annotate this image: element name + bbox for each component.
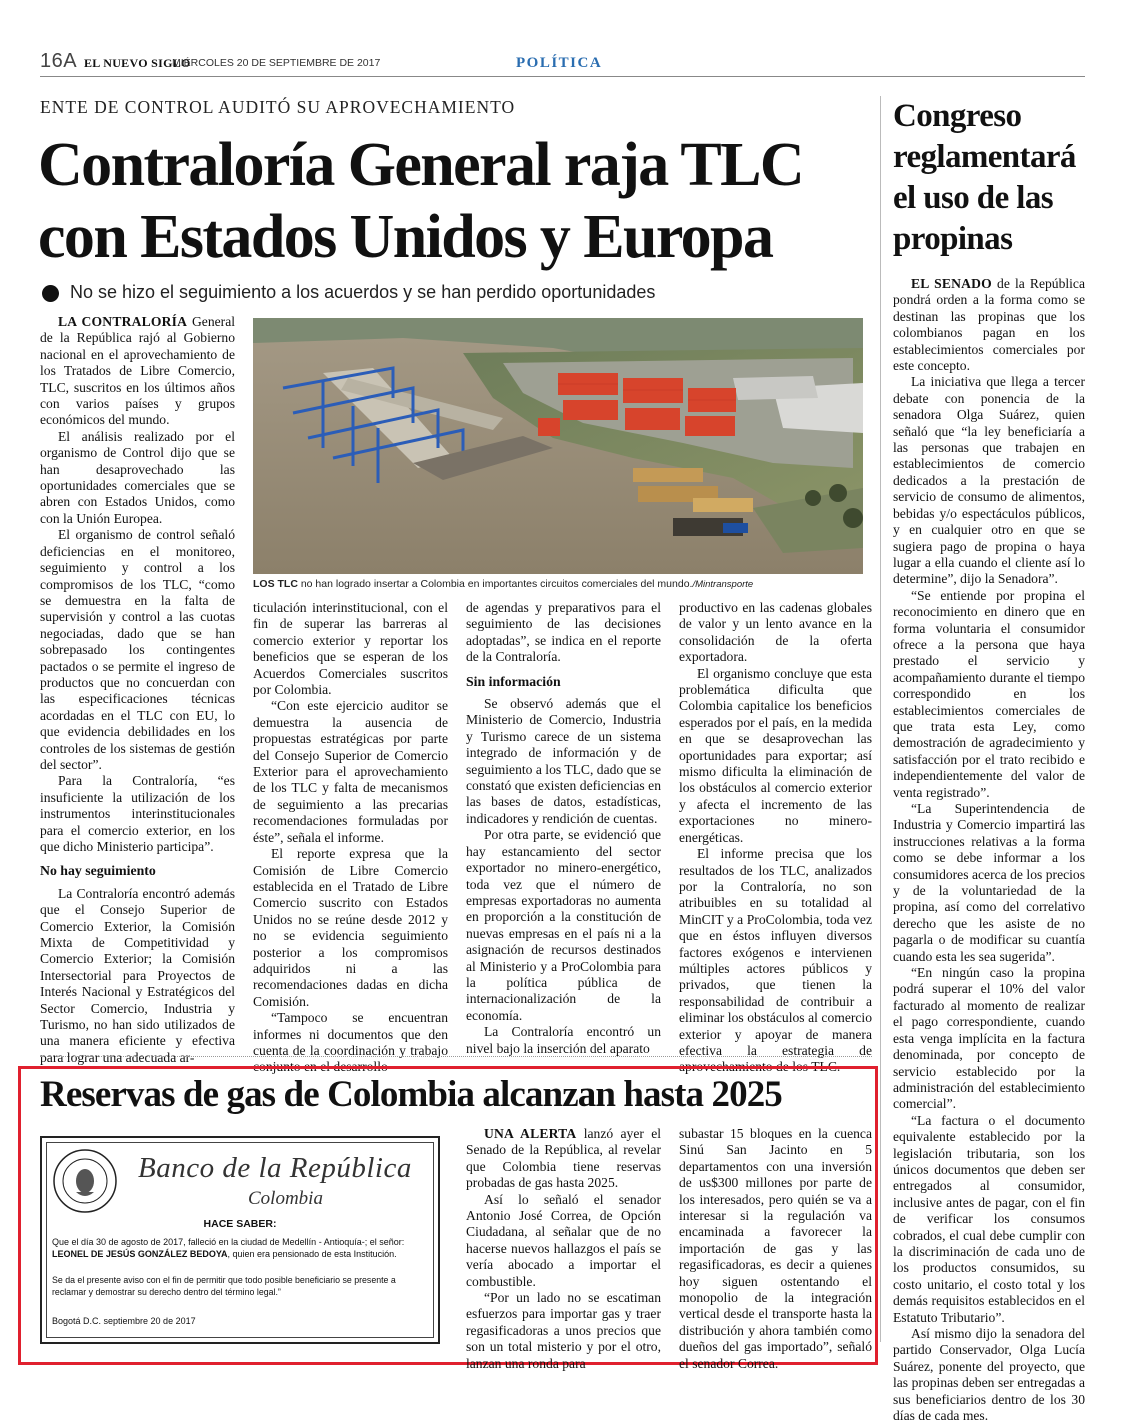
photo-caption-text: no han logrado insertar a Colombia en importantes circuitos comerciales del mundo. <box>297 578 693 590</box>
paragraph: Así mismo dijo la senadora del partido Conservador, Olga Lucía Suárez, ponente del proyecto, que las propinas deben ser entregadas a sus beneficiarios dentro de los 30 días de cada mes. <box>893 1326 1085 1424</box>
paragraph: “Por un lado no se escatiman esfuerzos para importar gas y traer regasificadoras a unos precios que son un total misterio y por el otro, lanzan una ronda para <box>466 1290 661 1371</box>
bank-name: Banco de la República <box>138 1152 412 1184</box>
main-article-col1 <box>40 314 235 1066</box>
port-photo <box>253 318 863 574</box>
photo-caption <box>253 578 863 590</box>
kicker: ENTE DE CONTROL AUDITÓ SU APROVECHAMIENTO <box>40 97 516 117</box>
notice-line: Que el día 30 de agosto de 2017, falleció en la ciudad de Medellín - Antioquía-; el señor: <box>52 1237 405 1247</box>
sidebar-headline-line: Congreso <box>893 98 1022 134</box>
notice-title: HACE SABER: <box>203 1218 277 1230</box>
main-article-col3 <box>466 600 661 1057</box>
deck-bullet-icon <box>42 285 59 302</box>
paragraph: subastar 15 bloques en la cuenca Sinú San Jacinto en 5 departamentos con una inversión de us$300 millones por parte de los interesados, pero quién se va a interesar si la regulación va encaminada a favorecer la importación de gas y las regasificadoras, es decir a quienes hoy siguen ostentando el monopolio de la integración vertical desde el transporte hasta la distribución y ahora también como dueños del gas importado”, señaló el senador Correa. <box>679 1126 872 1371</box>
paragraph: de agendas y preparativos para el seguimiento de las decisiones adoptadas”, se indica en el reporte de la Contraloría. <box>466 600 661 665</box>
paragraph: El reporte expresa que la Comisión de Libre Comercio establecida en el Tratado de Libre Comercio suscrito con Estados Unidos no se reúne desde 2012 y no se evidencia seguimiento posterior a los compromisos adquiridos ni a las recomendaciones dadas en dicha Comisión. <box>253 846 448 1009</box>
paragraph: lanzó ayer el Senado de la República, al revelar que Colombia tiene reservas probadas de gas hasta 2025. <box>466 1126 662 1191</box>
sidebar-headline-line: propinas <box>893 221 1013 257</box>
lead-word: EL SENADO <box>911 276 992 291</box>
paragraph: La Contraloría encontró un nivel bajo la inserción del aparato <box>466 1024 661 1056</box>
sidebar-headline-line: reglamentará <box>893 139 1076 175</box>
page-number: 16A <box>40 50 78 72</box>
subheading: Sin información <box>466 673 561 689</box>
paragraph: “Tampoco se encuentran informes ni documentos que den cuenta de la coordinación y trabajo conjunto en el desarrollo <box>253 1010 448 1075</box>
notice-text <box>52 1236 432 1260</box>
paragraph: Así lo señaló el senador Antonio José Correa, de Opción Ciudadana, al señalar que de no hacerse nuevos hallazgos el país se vería abocado a importar el combustible. <box>466 1191 661 1289</box>
photo-credit: /Mintransporte <box>692 579 754 590</box>
bank-seal-icon <box>52 1148 118 1214</box>
gas-headline: Reservas de gas de Colombia alcanzan hasta 2025 <box>40 1074 782 1115</box>
paragraph: El informe precisa que los resultados de los TLC, analizados por la Contraloría, no son atribuibles en su totalidad al MinCIT y a ProColombia, toda vez que en éstos influyen diversos factores exógenos e intervienen múltiples actores públicos y privados, que tienen la responsabilidad de contribuir a eliminar los obstáculos al comercio exterior y apoyar de manera efectiva la estrategia de aprovechamiento de los TLC. <box>679 846 872 1075</box>
paragraph: Para la Contraloría, “es insuficiente la utilización de los instrumentos interinstitucionales para el comercio exterior, en los que dicho Ministerio participa”. <box>40 773 235 854</box>
notice-line: , quien era pensionado de esta Institución. <box>227 1249 397 1259</box>
paragraph: La iniciativa que llega a tercer debate con ponencia de la senadora Olga Suárez, quien señaló que “la ley beneficiaría a las personas que trabajen en establecimientos de comercio dedicados a la prestación de servicio de consumo de alimentos, bebidas y/o espectáculos públicos, y en cualquier otro en que se sugiera pago de propina o haya lugar a ella cuando el cliente así lo determine”, dijo la Senadora”. <box>893 374 1085 587</box>
main-headline-line2: con Estados Unidos y Europa <box>38 203 773 271</box>
bank-notice <box>40 1136 440 1344</box>
paragraph: de la República pondrá orden a la forma como se destinan las propinas que los colombianos pagan en los establecimientos comerciales por este concepto. <box>893 276 1085 374</box>
deck: No se hizo el seguimiento a los acuerdos y se han perdido oportunidades <box>70 282 656 302</box>
paragraph: “La Superintendencia de Industria y Comercio impartirá las instrucciones relativas a la forma como se debe informar a los consumidores acerca de los precios y de la voluntariedad de la propina, así como del correlativo derecho que les asiste de no pagarla o de modificar su cuantía cuando esta les sea sugerida”. <box>893 801 1085 964</box>
paragraph: La Contraloría encontró además que el Consejo Superior de Comercio Exterior, la Comisión Mixta de Competitividad y Comercio Exterior; la Comisión Intersectorial para Proyectos de Interés Nacional y Estratégicos del Sector Comercio, Industria y Turismo, no han sido utilizados de una manera eficiente y efectiva para lograr una adecuada ar- <box>40 885 235 1065</box>
section-label: POLÍTICA <box>516 55 603 71</box>
notice-place-date: Bogotá D.C. septiembre 20 de 2017 <box>52 1316 196 1326</box>
main-article-col4 <box>679 600 872 1076</box>
sidebar-article-body <box>893 276 1085 1424</box>
paragraph: “La factura o el documento equivalente establecido por la legislación tributaria, son los únicos documentos que deben ser entregados al consumidor, inclusive antes de pagar, con el fin de verificar los consumos cobrados, el cual debe cumplir con la discriminación de cada uno de los productos consumidos, su costo unitario, el costo total y los demás requisitos establecidos en el Estatuto Tributario”. <box>893 1112 1085 1325</box>
notice-text-2: Se da el presente aviso con el fin de permitir que todo posible beneficiario se presente a reclamar y demostrar su derecho dentro del término legal.” <box>52 1275 396 1297</box>
lead-word: UNA ALERTA <box>484 1126 577 1141</box>
sidebar-headline-line: el uso de las <box>893 180 1053 216</box>
paragraph: El organismo de control señaló deficiencias en el monitoreo, seguimiento y control a los compromisos de los TLC, “como se demuestra en la falta de supervisión y control a las cuotas negociadas, dado que se han sobrepasado los contingentes pactados o se permite el ingreso de productos que no concuerdan con las especificaciones técnicas acordadas en el TLC con EU, lo que evidencia debilidades en los controles de los sistemas de gestión del sector”. <box>40 527 235 772</box>
gas-article-col2 <box>679 1126 872 1372</box>
paragraph: General de la República rajó al Gobierno nacional en el aprovechamiento de los Tratados de Libre Comercio, TLC, suscritos en los últimos años con varios países y grupos económicos del mundo. <box>40 314 236 428</box>
paragraph: Por otra parte, se evidenció que hay estancamiento del sector exportador no minero-energético, toda vez que el número de empresas exportadoras no aumenta en proporción a la constitución de nuevas empresas en el país ni a la asignación de recursos destinados al Ministerio y a ProColombia para la política pública de internacionalización de la economía. <box>466 827 661 1023</box>
masthead: EL NUEVO SIGLO <box>84 56 191 70</box>
paragraph: El organismo concluye que esta problemática dificulta que Colombia capitalice los beneficios esperados por el país, en la medida en que se desaprovechan las oportunidades para exportar; así mismo dificulta la eliminación de los obstáculos al comercio exterior y afecta el incremento de las exportaciones no minero-energéticas. <box>679 665 872 845</box>
sidebar-headline <box>893 96 1093 260</box>
main-headline-line1: Contraloría General raja TLC <box>38 131 804 199</box>
paragraph: “Se entiende por propina el reconocimiento en dinero que en forma voluntaria el consumidor ofrece a la persona que haya prestado el servicio y acompañamiento durante el tiempo correspondido en los establecimientos comerciales de que trata esta Ley, como demostración de agradecimiento y satisfacción por el trato recibido e independientemente del valor de venta registrado”. <box>893 587 1085 800</box>
photo-caption-lead: LOS TLC <box>253 578 298 590</box>
deceased-name: LEONEL DE JESÚS GONZÁLEZ BEDOYA <box>52 1249 228 1259</box>
paragraph: productivo en las cadenas globales de valor y un lento avance en la consolidación de la oferta exportadora. <box>679 600 872 665</box>
gas-article-col1 <box>466 1126 661 1372</box>
paragraph: “Con este ejercicio auditor se demuestra la ausencia de propuestas estratégicas por parte del Consejo Superior de Comercio Exterior para el aprovechamiento de los TLC y falta de mecanismos de seguimiento a las precarias recomendaciones formuladas por éste”, señala el informe. <box>253 698 448 845</box>
paragraph: El análisis realizado por el organismo de Control dijo que se han desaprovechado las oportunidades comerciales que se abren con Estados Unidos, como con la Unión Europea. <box>40 428 235 526</box>
bank-country: Colombia <box>248 1188 323 1209</box>
column-divider <box>880 96 881 1342</box>
header-rule <box>40 76 1085 77</box>
paragraph: ticulación interinstitucional, con el fin de superar las barreras al comercio exterior y reportar los beneficios que se esperan de los Acuerdos Comerciales suscritos por Colombia. <box>253 600 448 698</box>
main-article-col2 <box>253 600 448 1076</box>
section-divider <box>40 1056 872 1057</box>
issue-date: MIÉRCOLES 20 DE SEPTIEMBRE DE 2017 <box>172 57 381 69</box>
lead-word: LA CONTRALORÍA <box>58 314 188 329</box>
paragraph: “En ningún caso la propina podrá superar el 10% del valor facturado al momento de realizar el pago correspondiente, cuando esta venga implícita en la factura denominada, por concepto de servicio establecido por la administración del establecimiento comercial”. <box>893 965 1085 1112</box>
subheading: No hay seguimiento <box>40 863 156 879</box>
paragraph: Se observó además que el Ministerio de Comercio, Industria y Turismo carece de un sistema integrado de información y de seguimiento a los TLC, dado que se constató que existen deficiencias en las bases de datos, estadísticas, indicadores y rendición de cuentas. <box>466 696 661 826</box>
